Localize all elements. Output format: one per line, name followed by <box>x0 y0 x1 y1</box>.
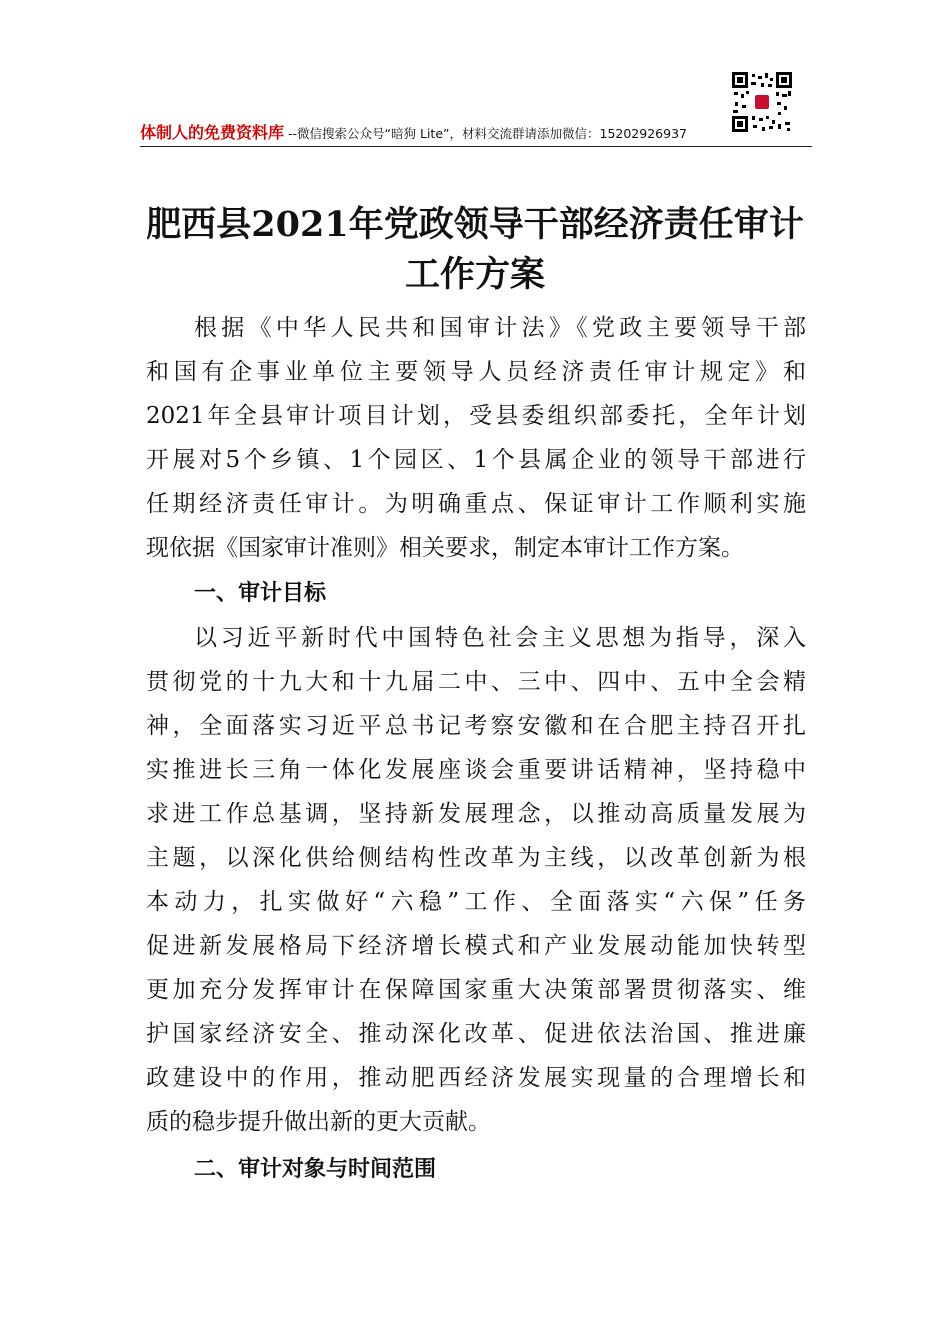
paragraph-line: 护国家经济安全、推动深化改革、促进依法治国、推进廉 <box>146 1021 806 1047</box>
paragraph-line: 政建设中的作用，推动肥西经济发展实现量的合理增长和 <box>146 1065 806 1091</box>
paragraph-line: 贯彻党的十九大和十九届二中、三中、四中、五中全会精 <box>146 669 806 695</box>
paragraph-line: 促进新发展格局下经济增长模式和产业发展动能加快转型 <box>146 933 806 959</box>
paragraph-line: 根据《中华人民共和国审计法》《党政主要领导干部 <box>194 315 806 341</box>
header-tagline: --微信搜索公众号“暗狗 Lite”，材料交流群请添加微信：15202926937 <box>288 126 687 141</box>
section-heading: 一、审计目标 <box>194 581 327 606</box>
paragraph-line: 神，全面落实习近平总书记考察安徽和在合肥主持召开扎 <box>146 713 806 739</box>
paragraph-line: 更加充分发挥审计在保障国家重大决策部署贯彻落实、维 <box>146 977 806 1003</box>
paragraph-line: 求进工作总基调，坚持新发展理念，以推动高质量发展为 <box>146 801 806 827</box>
paragraph-line: 现依据《国家审计准则》相关要求，制定本审计工作方案。 <box>146 535 744 561</box>
page-header <box>140 120 812 142</box>
brand-label: 体制人的免费资料库 <box>140 123 285 142</box>
document-title-line-2: 工作方案 <box>404 254 545 295</box>
paragraph-line: 开展对5个乡镇、1个园区、1个县属企业的领导干部进行 <box>146 447 806 473</box>
paragraph-line: 以习近平新时代中国特色社会主义思想为指导，深入 <box>194 625 806 651</box>
section-heading: 二、审计对象与时间范围 <box>194 1157 437 1182</box>
paragraph-line: 2021年全县审计项目计划，受县委组织部委托，全年计划 <box>146 403 806 429</box>
paragraph-line: 质的稳步提升做出新的更大贡献。 <box>146 1109 491 1135</box>
paragraph-line: 和国有企事业单位主要领导人员经济责任审计规定》和 <box>146 359 806 385</box>
paragraph-line: 主题，以深化供给侧结构性改革为主线，以改革创新为根 <box>146 845 806 871</box>
paragraph-line: 任期经济责任审计。为明确重点、保证审计工作顺利实施 <box>146 491 806 517</box>
paragraph-line: 实推进长三角一体化发展座谈会重要讲话精神，坚持稳中 <box>146 757 806 783</box>
paragraph-line: 本动力，扎实做好“六稳”工作、全面落实“六保”任务 <box>146 889 806 915</box>
header-divider <box>140 146 812 147</box>
document-title-line-1: 肥西县2021年党政领导干部经济责任审计 <box>146 204 804 245</box>
